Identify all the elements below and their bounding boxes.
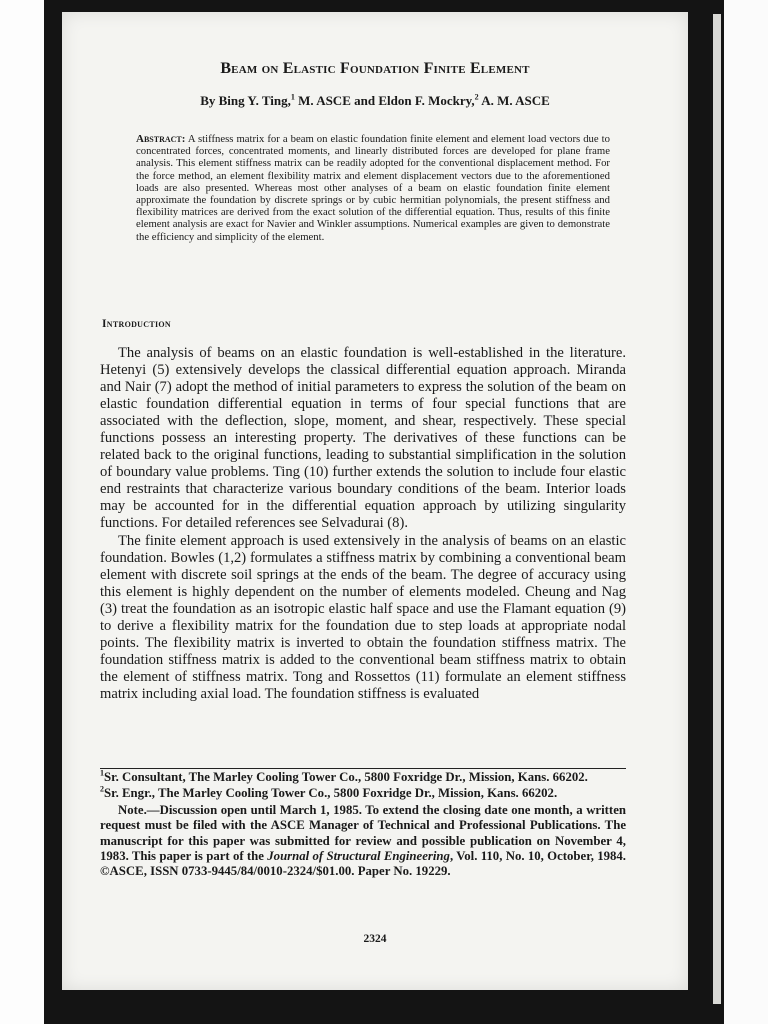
paper-page bbox=[62, 12, 688, 990]
note-text: Note.—Discussion open until March 1, 1985. To extend the closing date one month, a written request must be filed with the ASCE Manager of Technical and Professional Publications. The manuscript for this paper was submitted for review and possible publication on November 4, 1983. This paper is part of the bbox=[100, 802, 626, 864]
footnote-1 bbox=[100, 770, 626, 785]
author-1-name: By Bing Y. Ting, bbox=[200, 93, 291, 108]
footnote-1-mark: 1 bbox=[100, 768, 104, 778]
scan-margin-left bbox=[0, 0, 44, 1024]
page-number: 2324 bbox=[363, 933, 387, 945]
abstract bbox=[136, 133, 610, 243]
footnotes bbox=[100, 770, 626, 880]
note-citation: , Vol. 110, No. 10, October, 1984. ©ASCE, ISSN 0733-9445/84/0010-2324/$01.00. Paper No. 19229. bbox=[100, 849, 626, 879]
journal-name: Journal of Structural Engineering bbox=[267, 849, 450, 864]
footnote-mark-1: 1 bbox=[290, 92, 295, 102]
next-page-edge bbox=[713, 14, 721, 1004]
abstract-text: A stiffness matrix for a beam on elastic foundation finite element and element load vectors due to concentrated forces, concentrated moments, and linearly distributed forces are developed for plane frame analysis. This element stiffness matrix can be readily adopted for the conventional displacement method. For the force method, an element flexibility matrix and element displacement vectors due to the aforementioned loads are also presented. Whereas most other analyses of a beam on elastic foundation finite element approximate the foundation by discrete springs or by cubic hermitian polynomials, the present stiffness and flexibility matrices are derived from the exact solution of the differential equation. Thus, results of this finite element analysis are exact for Navier and Winkler assumptions. Numerical examples are given to demonstrate the efficiency and simplicity of the element. bbox=[136, 133, 610, 243]
discussion-note bbox=[100, 803, 626, 880]
footnote-2-mark: 2 bbox=[100, 785, 104, 795]
body-text bbox=[100, 345, 626, 703]
footnote-2-text: Sr. Engr., The Marley Cooling Tower Co., 5800 Foxridge Dr., Mission, Kans. 66202. bbox=[104, 786, 558, 801]
body-paragraph-1: The analysis of beams on an elastic foundation is well-established in the literature. Hetenyi (5) extensively develops the classical differential equation approach. Miranda and Nair (7) adopt the method of initial parameters to express the solution of the beam on elastic foundation differential equation in terms of four special functions that are associated with the deflection, slope, moment, and shear, respectively. These special functions possess an interesting property. The derivatives of these functions can be related back to the original functions, leading to substantial simplification in the solution of boundary value problems. Ting (10) further extends the solution to include four elastic end restraints that characterize various boundary conditions of the beam. Interior loads may be accounted for in the differential equation approach by utilizing singularity functions. For detailed references see Selvadurai (8). bbox=[100, 345, 626, 532]
footnote-mark-2: 2 bbox=[474, 92, 479, 102]
footnote-rule bbox=[100, 768, 626, 769]
footnote-2 bbox=[100, 786, 626, 801]
body-paragraph-2: The finite element approach is used extensively in the analysis of beams on an elastic foundation. Bowles (1,2) formulates a stiffness matrix by combining a conventional beam element with discrete soil springs at the ends of the beam. The degree of accuracy using this element is highly dependent on the number of elements modeled. Cheung and Nag (3) treat the foundation as an isotropic elastic half space and use the Flamant equation (9) to derive a flexibility matrix for the foundation due to step loads at appropriate nodal points. The flexibility matrix is inverted to obtain the foundation stiffness matrix. The foundation stiffness matrix is added to the conventional beam stiffness matrix to obtain the element of stiffness matrix. Tong and Rossettos (11) formulate an element stiffness matrix including axial load. The foundation stiffness is evaluated bbox=[100, 532, 626, 702]
author-suffix: A. M. ASCE bbox=[478, 93, 550, 108]
section-heading-introduction: Introduction bbox=[102, 318, 171, 330]
author-line bbox=[62, 93, 688, 109]
footnote-1-text: Sr. Consultant, The Marley Cooling Tower Co., 5800 Foxridge Dr., Mission, Kans. 66202. bbox=[104, 770, 588, 784]
abstract-label: Abstract: bbox=[136, 133, 186, 145]
scan-margin-right bbox=[724, 0, 768, 1024]
paper-title: Beam on Elastic Foundation Finite Element bbox=[220, 60, 530, 77]
author-2-name: M. ASCE and Eldon F. Mockry, bbox=[294, 93, 475, 108]
